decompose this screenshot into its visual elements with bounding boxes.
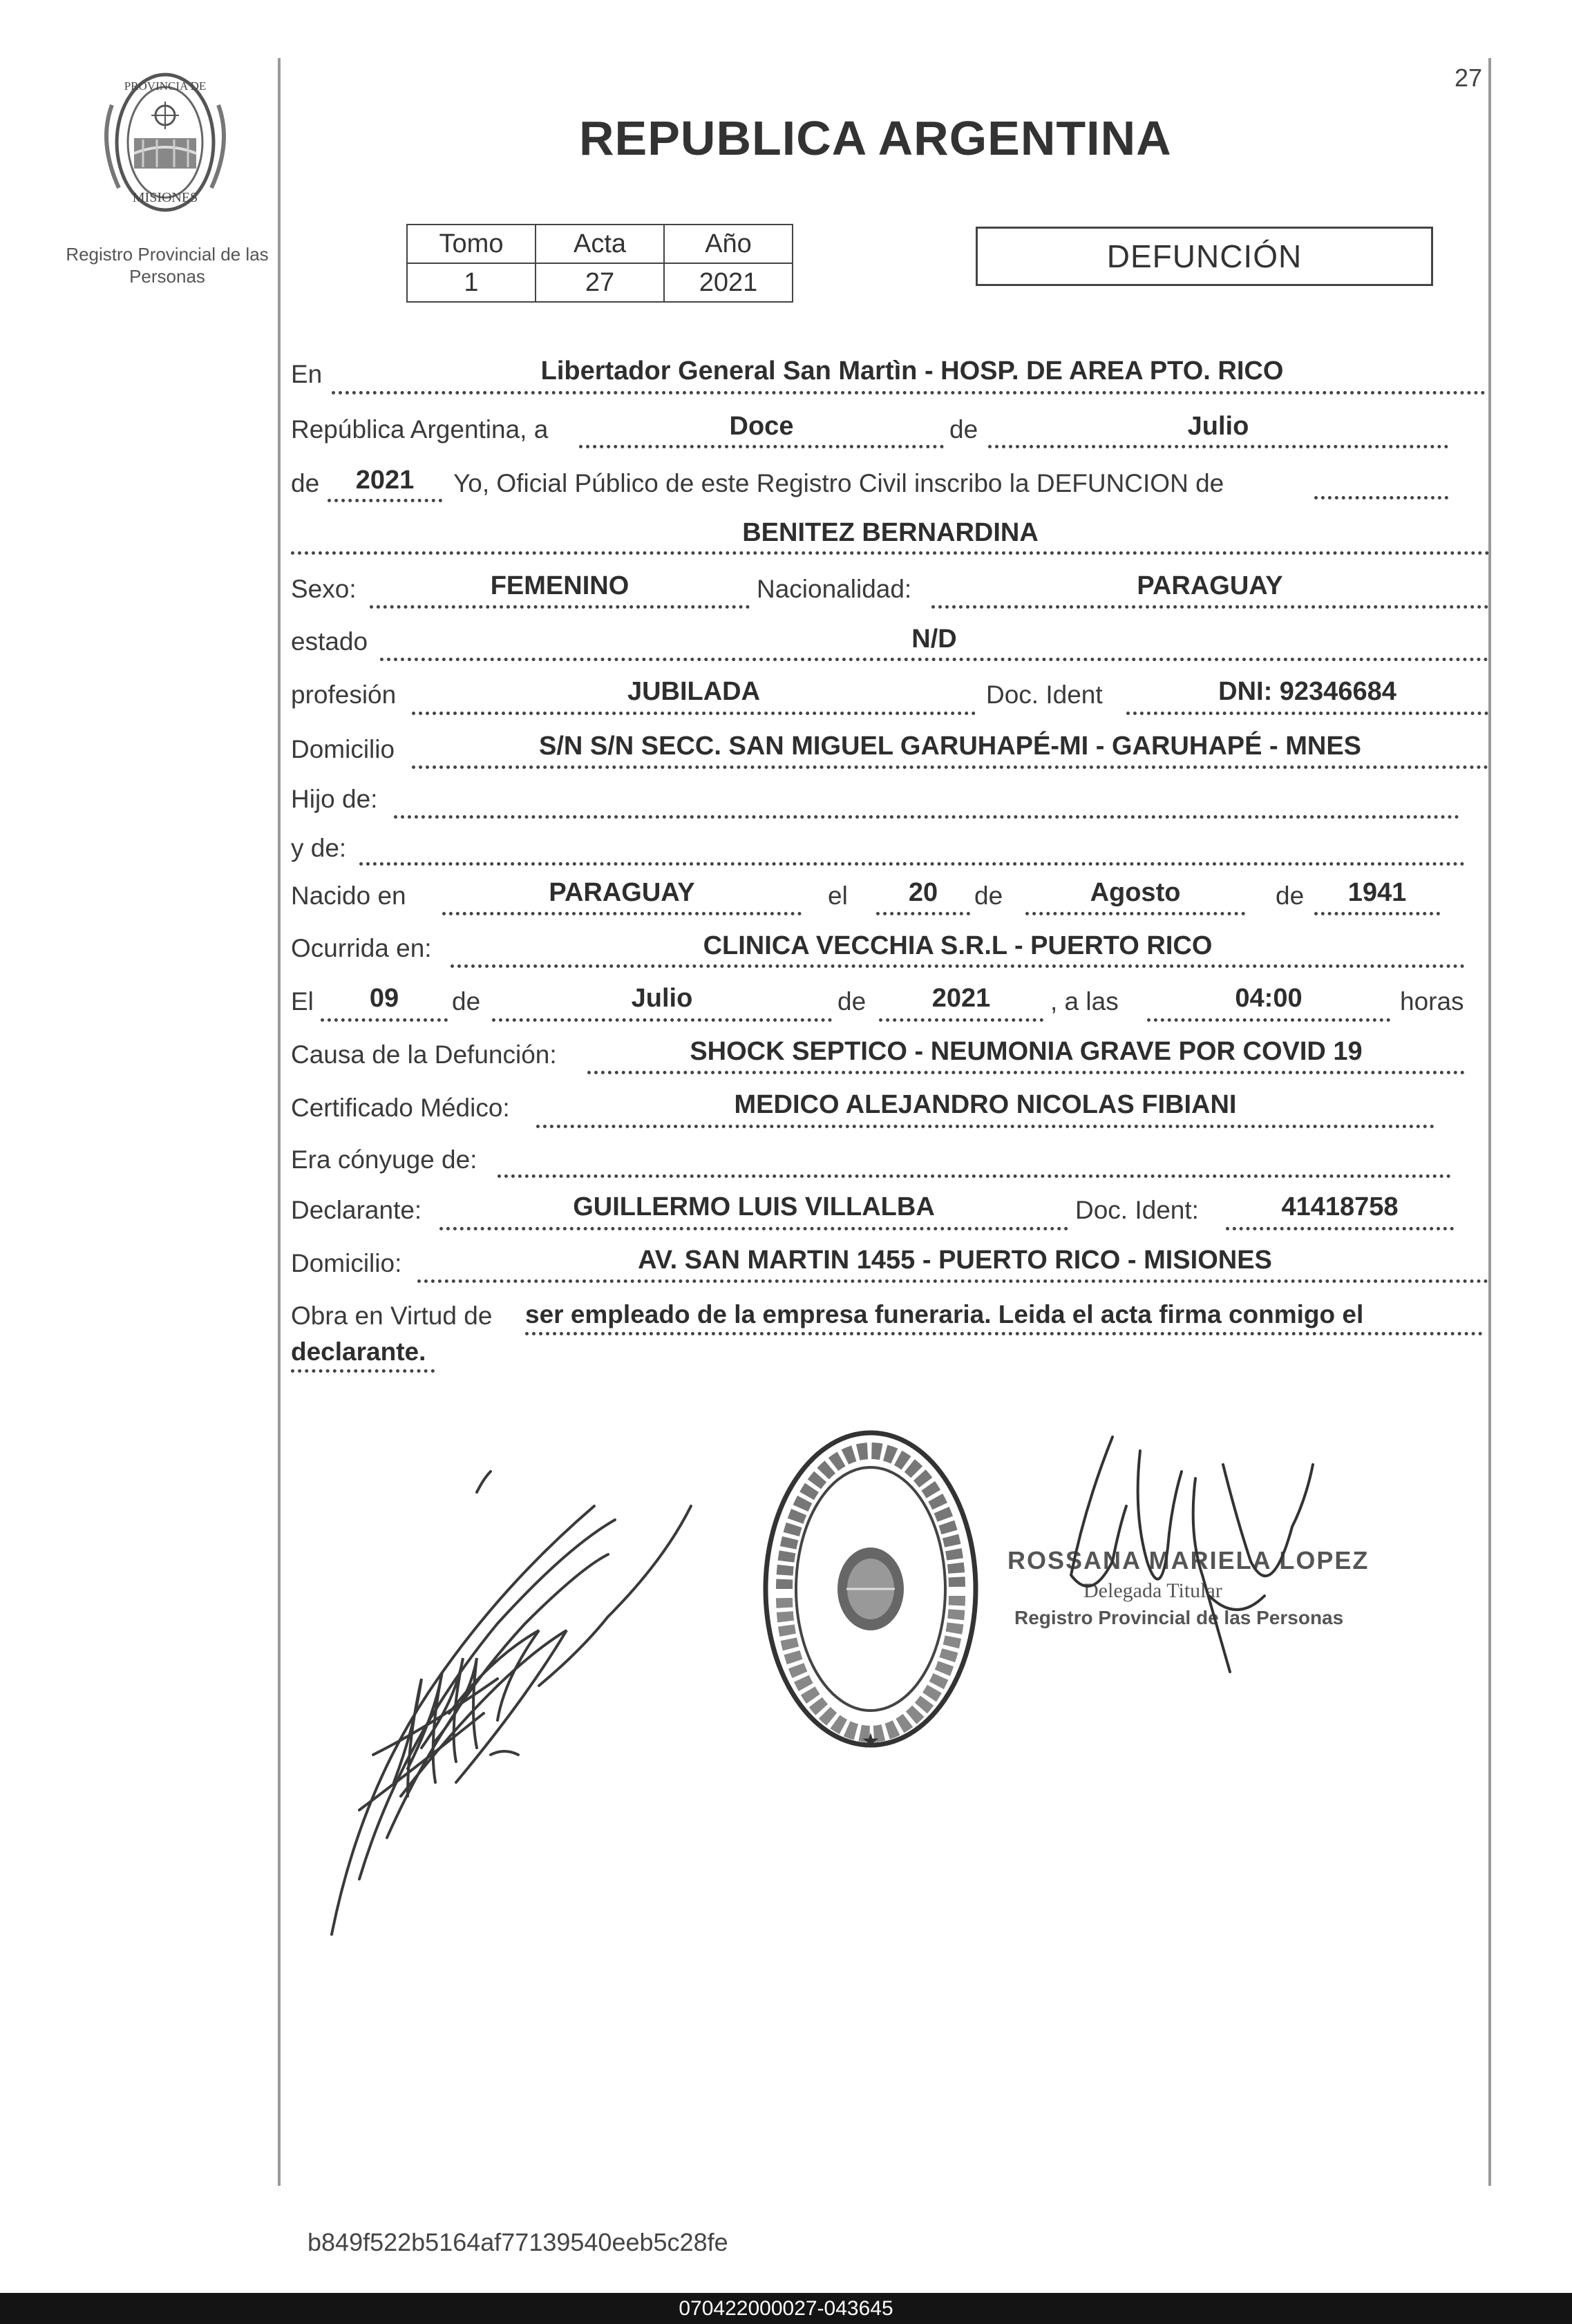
domicilio2-line bbox=[417, 1279, 1488, 1283]
doc-ident-value: DNI: 92346684 bbox=[1218, 677, 1396, 706]
causa-line bbox=[587, 1071, 1465, 1074]
hijo-line bbox=[394, 815, 1459, 819]
de-label: de bbox=[949, 415, 978, 444]
conyuge-label: Era cónyuge de: bbox=[291, 1145, 477, 1174]
svg-text:MISIONES: MISIONES bbox=[132, 190, 198, 205]
record-table bbox=[406, 224, 793, 303]
profesion-label: profesión bbox=[291, 680, 397, 709]
hijo-label: Hijo de: bbox=[291, 785, 378, 813]
deceased-name-value: BENITEZ BERNARDINA bbox=[742, 518, 1039, 547]
birth-year-value: 1941 bbox=[1347, 878, 1407, 907]
official-org: Registro Provincial de las Personas bbox=[1014, 1607, 1344, 1628]
de-label-birth-month: de bbox=[974, 882, 1003, 910]
registration-month-value: Julio bbox=[1187, 412, 1249, 441]
svg-text:★: ★ bbox=[861, 1730, 880, 1753]
declarante-label: Declarante: bbox=[291, 1196, 422, 1224]
obra-label: Obra en Virtud de bbox=[291, 1302, 493, 1330]
nacionalidad-line bbox=[931, 605, 1488, 609]
ocurrida-value: CLINICA VECCHIA S.R.L - PUERTO RICO bbox=[703, 931, 1213, 960]
obra-line1 bbox=[525, 1332, 1483, 1335]
el-label: el bbox=[828, 882, 848, 910]
declarant-signature bbox=[318, 1451, 732, 1948]
registration-day-line bbox=[579, 445, 944, 448]
birthplace-value: PARAGUAY bbox=[549, 878, 695, 907]
conyuge-line bbox=[498, 1174, 1451, 1178]
birth-day-line bbox=[876, 912, 970, 915]
year-label: de bbox=[291, 469, 320, 497]
birth-month-line bbox=[1025, 912, 1245, 915]
nacionalidad-label: Nacionalidad: bbox=[757, 575, 912, 603]
record-type-box: DEFUNCIÓN bbox=[976, 227, 1433, 286]
republica-label: República Argentina, a bbox=[291, 415, 549, 444]
doc-ident2-value: 41418758 bbox=[1281, 1192, 1399, 1221]
anio-header: Año bbox=[664, 225, 793, 263]
tomo-value: 1 bbox=[407, 263, 536, 302]
death-month-line bbox=[492, 1018, 832, 1022]
profesion-value: JUBILADA bbox=[627, 677, 761, 706]
registration-year-line bbox=[328, 499, 442, 502]
domicilio-label: Domicilio bbox=[291, 735, 395, 763]
provincial-seal bbox=[91, 64, 239, 221]
page-number: 27 bbox=[1455, 64, 1483, 92]
birth-year-line bbox=[1314, 912, 1440, 915]
declarante-line bbox=[439, 1227, 1068, 1230]
alas-label: , a las bbox=[1050, 987, 1119, 1016]
ocurrida-label: Ocurrida en: bbox=[291, 934, 432, 962]
sexo-value: FEMENINO bbox=[490, 571, 629, 600]
obra-line2 bbox=[291, 1369, 435, 1373]
de-label-death-month: de bbox=[452, 987, 481, 1016]
anio-value: 2021 bbox=[664, 263, 793, 302]
death-year-line bbox=[879, 1018, 1043, 1022]
domicilio-line bbox=[412, 765, 1488, 769]
causa-label: Causa de la Defunción: bbox=[291, 1040, 557, 1069]
yde-label: y de: bbox=[291, 834, 347, 862]
document-hash: b849f522b5164af77139540eeb5c28fe bbox=[307, 2228, 728, 2256]
place-line bbox=[332, 391, 1486, 394]
estado-label: estado bbox=[291, 627, 368, 656]
causa-value: SHOCK SEPTICO - NEUMONIA GRAVE POR COVID 19 bbox=[690, 1037, 1363, 1066]
profesion-line bbox=[412, 712, 976, 715]
registry-name: Registro Provincial de las Personas bbox=[66, 244, 269, 287]
birth-day-value: 20 bbox=[908, 878, 938, 907]
doc-ident2-line bbox=[1226, 1227, 1454, 1230]
page-title: REPUBLICA ARGENTINA bbox=[579, 111, 1172, 165]
estado-value: N/D bbox=[911, 625, 957, 654]
acta-value: 27 bbox=[536, 263, 664, 302]
registration-month-line bbox=[988, 445, 1448, 448]
de-label-death-year: de bbox=[837, 987, 867, 1016]
certificado-value: MEDICO ALEJANDRO NICOLAS FIBIANI bbox=[734, 1090, 1237, 1119]
death-day-line bbox=[321, 1018, 448, 1022]
place-value: Libertador General San Martìn - HOSP. DE AREA PTO. RICO bbox=[540, 356, 1284, 385]
estado-line bbox=[380, 658, 1488, 661]
official-signature bbox=[1030, 1423, 1334, 1686]
acta-header: Acta bbox=[536, 225, 664, 263]
doc-ident-line bbox=[1126, 712, 1488, 715]
de-label-birth-year: de bbox=[1276, 882, 1305, 910]
inscribo-text: Yo, Oficial Público de este Registro Civil inscribo la DEFUNCION de bbox=[453, 469, 1224, 497]
bottom-bar bbox=[0, 2293, 1572, 2324]
birthplace-line bbox=[442, 912, 802, 915]
registration-day-value: Doce bbox=[729, 412, 794, 441]
official-title: Delegada Titular bbox=[1083, 1579, 1222, 1602]
tomo-header: Tomo bbox=[407, 225, 536, 263]
certificado-label: Certificado Médico: bbox=[291, 1094, 510, 1122]
domicilio2-value: AV. SAN MARTIN 1455 - PUERTO RICO - MISIONES bbox=[638, 1246, 1272, 1275]
death-time-value: 04:00 bbox=[1235, 984, 1303, 1013]
official-name: ROSSANA MARIELA LOPEZ bbox=[1007, 1546, 1370, 1574]
left-margin-line bbox=[278, 58, 281, 2186]
en-label: En bbox=[291, 360, 323, 388]
obra-value-line1: ser empleado de la empresa funeraria. Leida el acta firma conmigo el bbox=[525, 1300, 1364, 1328]
sexo-label: Sexo: bbox=[291, 575, 357, 603]
nacionalidad-value: PARAGUAY bbox=[1137, 571, 1283, 600]
registration-year-value: 2021 bbox=[355, 466, 415, 495]
sexo-line bbox=[370, 605, 750, 609]
ocurrida-line bbox=[451, 964, 1465, 968]
death-month-value: Julio bbox=[631, 984, 693, 1013]
horas-label: horas bbox=[1400, 987, 1464, 1016]
doc-ident2-label: Doc. Ident: bbox=[1075, 1196, 1199, 1224]
inscribo-line bbox=[1314, 496, 1448, 499]
nacido-label: Nacido en bbox=[291, 882, 406, 910]
obra-value-line2: declarante. bbox=[291, 1337, 426, 1366]
domicilio2-label: Domicilio: bbox=[291, 1249, 402, 1277]
official-stamp bbox=[757, 1423, 985, 1762]
yde-line bbox=[359, 862, 1465, 866]
el2-label: El bbox=[291, 987, 314, 1016]
svg-text:PROVINCIA DE: PROVINCIA DE bbox=[124, 79, 207, 93]
declarante-value: GUILLERMO LUIS VILLALBA bbox=[573, 1192, 935, 1221]
death-day-value: 09 bbox=[369, 984, 399, 1013]
doc-ident-label: Doc. Ident bbox=[986, 680, 1103, 709]
certificado-line bbox=[536, 1125, 1434, 1128]
birth-month-value: Agosto bbox=[1090, 878, 1181, 907]
document-id: 070422000027-043645 bbox=[679, 2297, 893, 2320]
death-time-line bbox=[1147, 1018, 1390, 1022]
domicilio-value: S/N S/N SECC. SAN MIGUEL GARUHAPÉ-MI - GARUHAPÉ - MNES bbox=[538, 732, 1362, 761]
deceased-name-line bbox=[291, 551, 1490, 555]
death-year-value: 2021 bbox=[931, 984, 991, 1013]
